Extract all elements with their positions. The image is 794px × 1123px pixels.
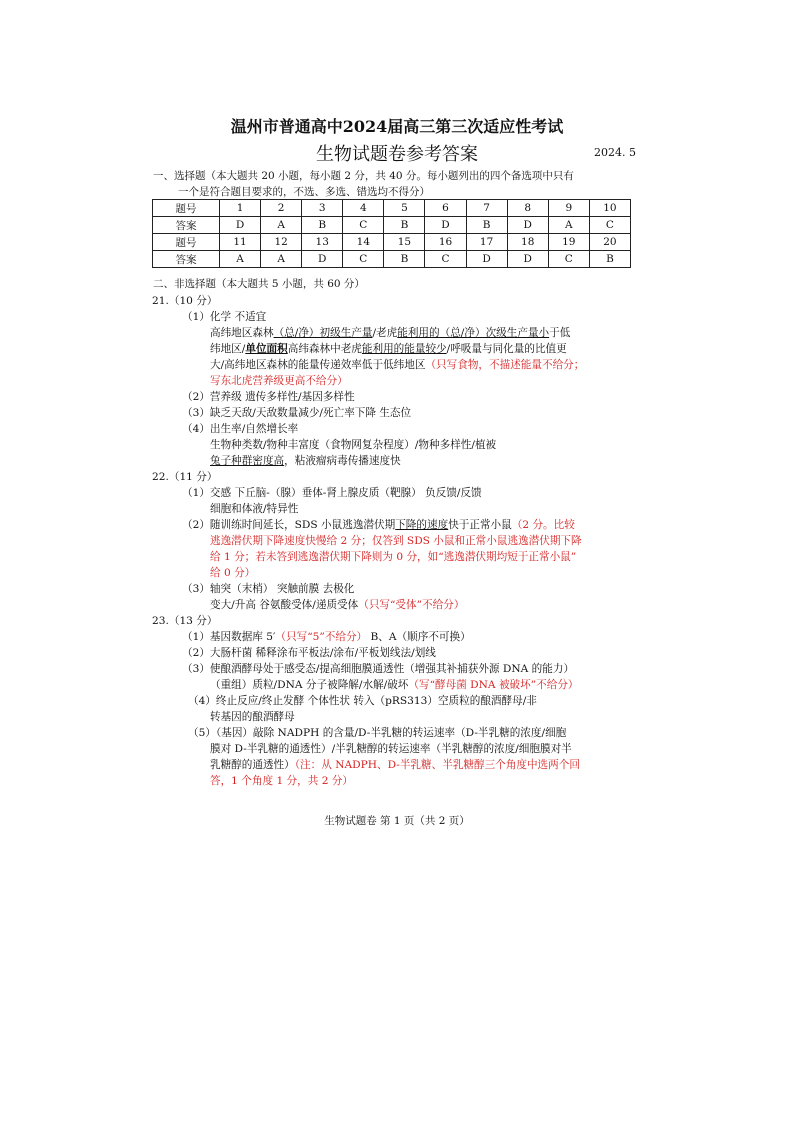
part1-heading: 一、选择题（本大题共 20 小题，每小题 2 分，共 40 分。每小题列出的四个备选项中只有 [153, 170, 574, 182]
text: /老虎 [372, 327, 398, 339]
underlined-text: 兔子种群密度高 [210, 455, 285, 467]
text: /呼吸量与同化量的比值更 [446, 343, 567, 355]
q23-answer-3: （3）使酿酒酵母处于感受态/提高细胞膜通透性（增强其补捕获外源 DNA 的能力） [182, 663, 575, 675]
table-cell: A [220, 251, 261, 268]
table-cell: 6 [425, 200, 466, 217]
table-cell: 5 [384, 200, 425, 217]
text: B、A（顺序不可换） [367, 631, 471, 643]
text: 快于正常小鼠 [448, 519, 512, 531]
table-cell: 16 [425, 234, 466, 251]
table-cell: 10 [589, 200, 630, 217]
part2-heading: 二、非选择题（本大题共 5 小题，共 60 分） [153, 278, 365, 290]
text: 高纬地区森林 [210, 327, 274, 339]
q21-answer-1-line2 [210, 341, 567, 357]
q23-answer-5-line3 [210, 757, 580, 773]
table-cell: 11 [220, 234, 261, 251]
table-cell: D [466, 251, 507, 268]
table-cell: B [384, 217, 425, 234]
table-cell: C [343, 217, 384, 234]
text: 于低 [549, 327, 571, 339]
table-cell: 13 [302, 234, 343, 251]
text: 大/高纬地区森林的能量传递效率低于低纬地区 [210, 359, 426, 371]
table-row-header: 答案 [153, 251, 220, 268]
text: （重组）质粒/DNA 分子被降解/水解/破坏 [210, 679, 409, 691]
text: 纬地区/ [210, 343, 246, 355]
q21-answer-3: （3）缺乏天敌/天敌数量减少/死亡率下降 生态位 [182, 407, 412, 419]
table-cell: C [425, 251, 466, 268]
table-row-header: 答案 [153, 217, 220, 234]
q22-answer-1-line2: 细胞和体液/特异性 [210, 503, 299, 515]
table-row [153, 234, 631, 251]
part1-heading-line2: 一个是符合题目要求的，不选、多选、错选均不得分） [178, 186, 430, 198]
table-row [153, 200, 631, 217]
grading-note: 写东北虎营养级更高不给分） [210, 375, 348, 387]
q23-answer-5-line2: 膜对 D-半乳糖的通透性）/半乳糖醇的转运速率（半乳糖醇的浓度/细胞膜对半 [210, 743, 572, 755]
grading-note: （只写“5”不给分） [275, 631, 368, 643]
table-cell: D [302, 251, 343, 268]
grading-note: （注：从 NADPH、D-半乳糖、半乳糖醇三个角度中选两个回 [294, 759, 580, 771]
q23-answer-4: （4）终止反应/终止发酵 个体性状 转入（pRS313）空质粒的酿酒酵母/非 [188, 695, 537, 707]
table-cell: A [261, 217, 302, 234]
table-cell: C [548, 251, 589, 268]
table-cell: C [343, 251, 384, 268]
q23-answer-5: （5）（基因）敲除 NADPH 的含量/D-半乳糖的转运速率（D-半乳糖的浓度/细胞 [188, 727, 567, 739]
q21-number: 21.（10 分） [152, 295, 218, 307]
underlined-text: 能利用的能量较少 [361, 343, 447, 355]
q21-answer-1: （1）化学 不适宜 [182, 311, 267, 323]
q21-answer-1-line1 [210, 325, 570, 341]
table-cell: D [507, 251, 548, 268]
table-cell: 14 [343, 234, 384, 251]
table-cell: 12 [261, 234, 302, 251]
table-cell: 18 [507, 234, 548, 251]
text: 高纬森林中老虎 [287, 343, 362, 355]
q22-answer-3-line2 [210, 597, 464, 613]
table-cell: 9 [548, 200, 589, 217]
text: （1）基因数据库 5′ [182, 631, 276, 643]
table-cell: 15 [384, 234, 425, 251]
grading-note: 逃逸潜伏期下降速度快慢给 2 分；仅答到 SDS 小鼠和正常小鼠逃逸潜伏期下降 [210, 535, 582, 547]
table-cell: 17 [466, 234, 507, 251]
document-subtitle: 生物试题卷参考答案 [316, 144, 478, 165]
table-cell: A [548, 217, 589, 234]
table-cell: B [466, 217, 507, 234]
q23-number: 23.（13 分） [152, 615, 218, 627]
table-cell: B [384, 251, 425, 268]
q21-answer-2: （2）营养级 遗传多样性/基因多样性 [182, 391, 355, 403]
grading-note: （只写食物，不描述能量不给分； [425, 359, 585, 371]
table-cell: B [589, 251, 630, 268]
q23-answer-4-line2: 转基因的酿酒酵母 [210, 711, 295, 723]
text: 乳糖醇的通透性） [210, 759, 295, 771]
underlined-text: （总/净）初级生产量 [273, 327, 373, 339]
q22-number: 22.（11 分） [152, 471, 218, 483]
table-cell: 8 [507, 200, 548, 217]
table-cell: D [425, 217, 466, 234]
q23-answer-1 [182, 629, 471, 645]
table-row-header: 题号 [153, 234, 220, 251]
table-cell: 19 [548, 234, 589, 251]
table-cell: 1 [220, 200, 261, 217]
text: ，粘液瘤病毒传播速度快 [284, 455, 401, 467]
table-row [153, 251, 631, 268]
grading-note: 给 0 分） [210, 567, 256, 579]
q21-answer-1-line3 [210, 357, 584, 373]
text: （2）随训练时间延长，SDS 小鼠逃逸潜伏期 [182, 519, 396, 531]
table-row [153, 217, 631, 234]
table-cell: D [507, 217, 548, 234]
table-cell: 2 [261, 200, 302, 217]
q21-answer-4-line3 [210, 453, 401, 469]
q22-answer-2 [182, 517, 575, 533]
q22-answer-3: （3）轴突（末梢） 突触前膜 去极化 [182, 583, 355, 595]
grading-note: （写“酵母菌 DNA 被破坏”不给分） [408, 679, 579, 691]
table-cell: 7 [466, 200, 507, 217]
answer-table [152, 199, 631, 268]
table-cell: A [261, 251, 302, 268]
grading-note: （2 分。比较 [511, 519, 575, 531]
grading-note: 给 1 分；若未答到逃逸潜伏期下降则为 0 分，如“逃逸潜伏期均短于正常小鼠” [210, 551, 577, 563]
underlined-text: 下降的速度 [395, 519, 449, 531]
table-cell: 4 [343, 200, 384, 217]
table-cell: 3 [302, 200, 343, 217]
page-footer: 生物试题卷 第 1 页（共 2 页） [324, 815, 470, 827]
table-cell: C [589, 217, 630, 234]
q21-answer-4: （4）出生率/自然增长率 [182, 423, 299, 435]
text: 变大/升高 谷氨酸受体/递质受体 [210, 599, 359, 611]
underlined-text: 能利用的（总/净）次级生产量小 [397, 327, 550, 339]
bold-underlined-text: 单位面积 [245, 343, 288, 355]
table-row-header: 题号 [153, 200, 220, 217]
table-cell: B [302, 217, 343, 234]
q22-answer-1: （1）交感 下丘脑-（腺）垂体-肾上腺皮质（靶腺） 负反馈/反馈 [182, 487, 482, 499]
q23-answer-2: （2）大肠杆菌 稀释涂布平板法/涂布/平板划线法/划线 [182, 647, 436, 659]
table-cell: 20 [589, 234, 630, 251]
document-date: 2024. 5 [594, 146, 636, 159]
document-title: 温州市普通高中2024届高三第三次适应性考试 [230, 117, 564, 136]
q21-answer-4-line2: 生物种类数/物种丰富度（食物网复杂程度）/物种多样性/植被 [210, 439, 497, 451]
table-cell: D [220, 217, 261, 234]
grading-note: 答，1 个角度 1 分，共 2 分） [210, 775, 353, 787]
q23-answer-3-line2 [210, 677, 579, 693]
grading-note: （只写“受体”不给分） [358, 599, 465, 611]
